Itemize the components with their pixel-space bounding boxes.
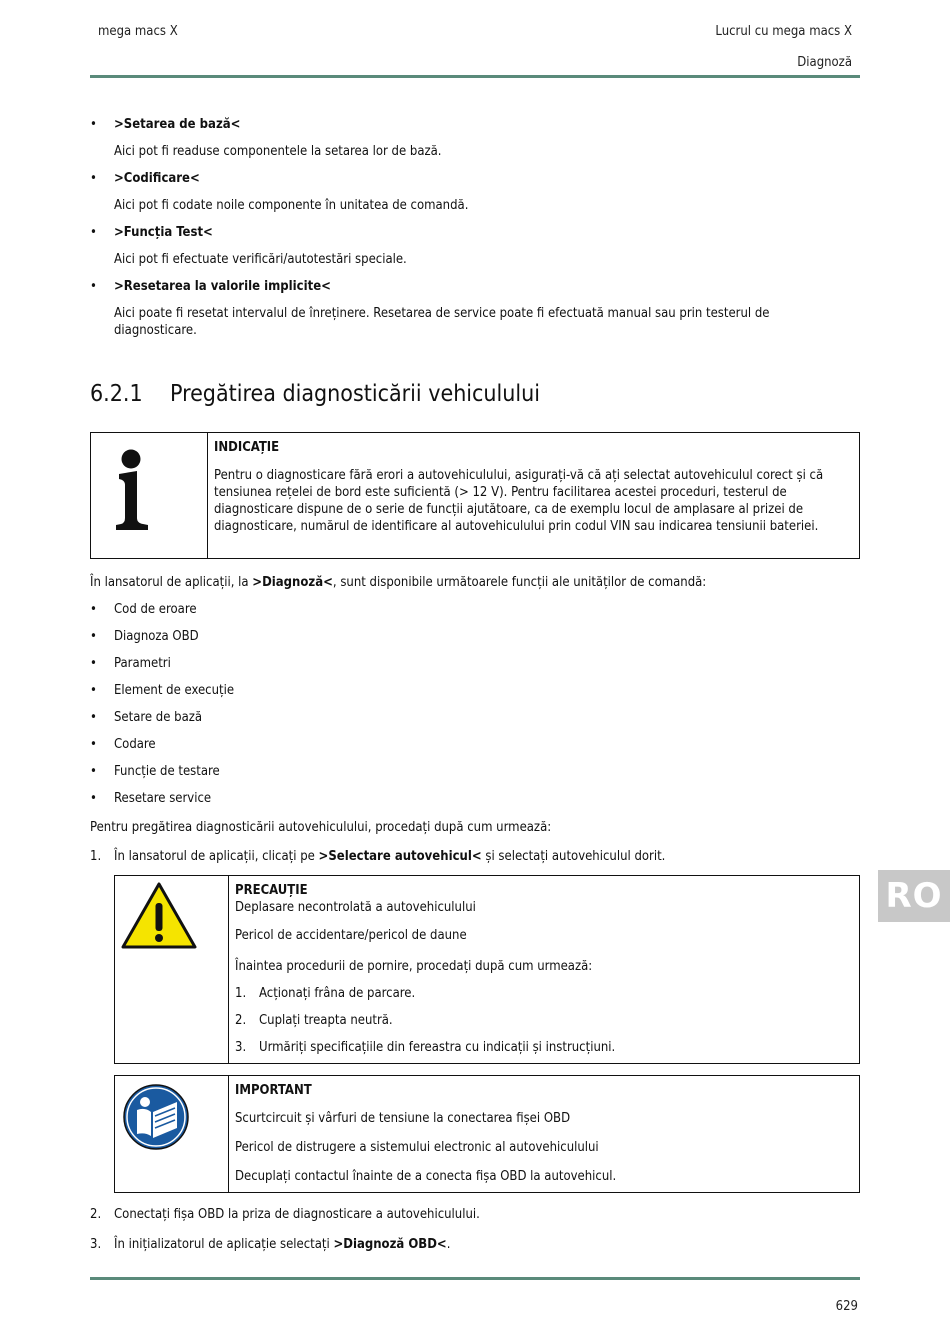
note-box — [90, 432, 860, 559]
header-right-bottom: Diagnoză — [797, 55, 852, 70]
section-title: Pregătirea diagnosticării vehiculului — [170, 381, 541, 407]
bullet: • — [90, 117, 97, 132]
caution-content — [235, 882, 845, 1065]
caution-icon-cell — [115, 876, 229, 1063]
list-item-label: >Setarea de bază< — [114, 117, 241, 132]
note-text: Pentru o diagnosticare fără erori a autovehiculului, asigurați-vă că ați selectat autovehiculul corect și că tensiunea rețelei de bord este suficientă (> 12 V). Pentru facilitarea acestei proceduri, testerul de diagnosticare dispune de o serie de funcții ajutătoare, ca de exemplu locul de amplasare al prizei de diagnosticare, numărul de identificare al autovehiculului prin codul VIN sau indicarea tensiunii bateriei. — [214, 468, 824, 534]
info-icon — [91, 433, 207, 557]
section-heading — [90, 380, 540, 408]
list-item-label: >Codificare< — [114, 171, 200, 186]
caution-line-3: Înaintea procedurii de pornire, procedați după cum urmează: — [235, 959, 593, 974]
caution-steps: 1. Acționați frâna de parcare. 2. Cuplați treapta neutră. 3. Urmăriți specificațiile din fereastra cu indicații și instrucțiuni. — [235, 986, 616, 1055]
bullet: • — [90, 171, 97, 186]
list-item-desc: Aici pot fi readuse componentele la setarea lor de bază. — [114, 144, 442, 159]
note-title: INDICAȚIE — [214, 440, 280, 455]
important-content — [235, 1082, 845, 1185]
info-icon-cell — [91, 433, 208, 558]
warning-triangle-icon — [115, 876, 228, 956]
important-line-3: Decuplați contactul înainte de a conecta fișa OBD la autovehicul. — [235, 1169, 617, 1184]
section-number: 6.2.1 — [90, 381, 143, 407]
caution-box — [114, 875, 860, 1064]
intro-paragraph — [90, 574, 860, 591]
intro-text-after: , sunt disponibile următoarele funcții ale unităților de comandă: — [332, 575, 707, 590]
important-title: IMPORTANT — [235, 1083, 312, 1098]
language-tab: RO — [878, 870, 950, 922]
important-icon-cell — [115, 1076, 229, 1192]
list-item-desc: Aici poate fi resetat intervalul de înreținere. Resetarea de service poate fi efectuată manual sau prin testerul de diagnosticare. — [114, 306, 770, 338]
header-left: mega macs X — [98, 24, 178, 39]
list-item-desc: Aici pot fi efectuate verificări/autotestări speciale. — [114, 252, 407, 267]
caution-line-2: Pericol de accidentare/pericol de daune — [235, 928, 467, 943]
list-item-desc: Aici pot fi codate noile componente în unitatea de comandă. — [114, 198, 469, 213]
important-line-1: Scurtcircuit și vârfuri de tensiune la conectarea fișei OBD — [235, 1111, 571, 1126]
intro-bold: >Diagnoză< — [252, 575, 333, 590]
important-box — [114, 1075, 860, 1193]
caution-line-1: Deplasare necontrolată a autovehiculului — [235, 900, 476, 915]
prep-paragraph: Pentru pregătirea diagnosticării autovehiculului, procedați după cum urmează: — [90, 820, 552, 835]
footer-rule — [90, 1277, 860, 1280]
important-line-2: Pericol de distrugere a sistemului electronic al autovehiculului — [235, 1140, 599, 1155]
caution-title: PRECAUȚIE — [235, 883, 308, 898]
bullet: • — [90, 279, 97, 294]
note-content — [214, 439, 854, 535]
intro-text: În lansatorul de aplicații, la — [90, 575, 253, 590]
read-manual-icon — [115, 1076, 228, 1156]
header-right-top: Lucrul cu mega macs X — [715, 24, 852, 39]
list-item-label: >Funcția Test< — [114, 225, 213, 240]
bullet: • — [90, 225, 97, 240]
header-rule — [90, 75, 860, 78]
page-number: 629 — [835, 1299, 858, 1314]
list-item-label: >Resetarea la valorile implicite< — [114, 279, 331, 294]
